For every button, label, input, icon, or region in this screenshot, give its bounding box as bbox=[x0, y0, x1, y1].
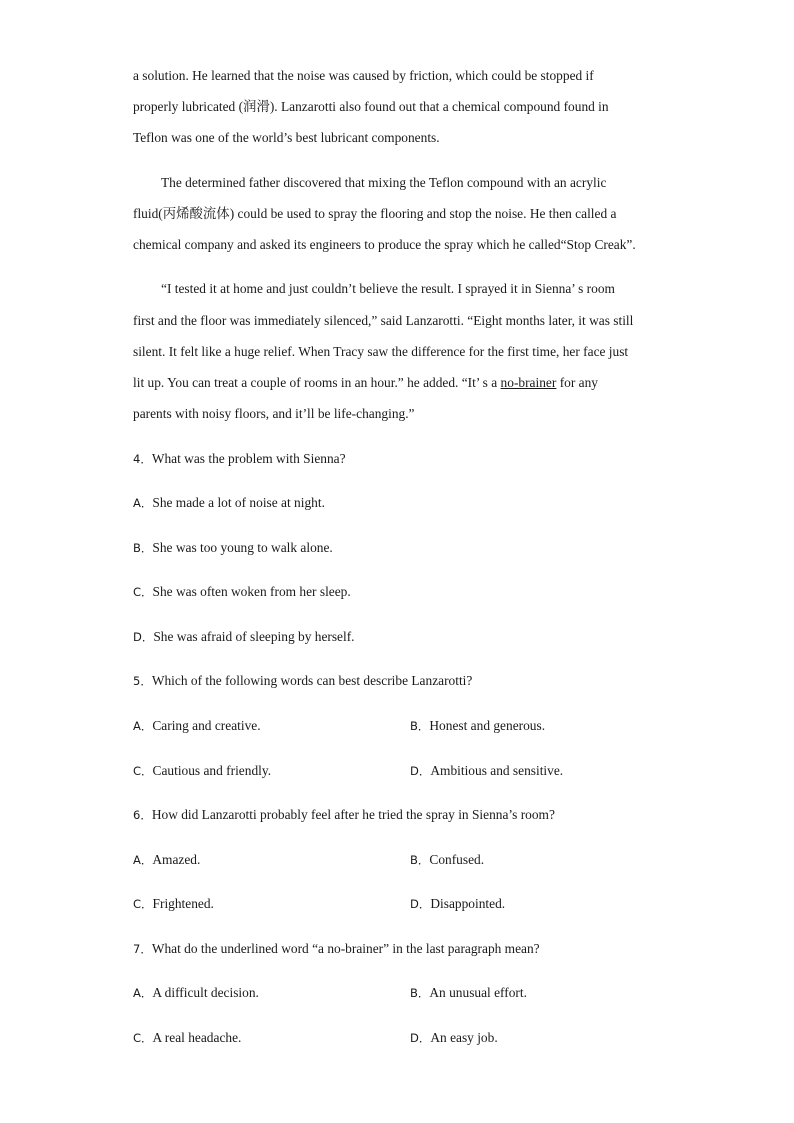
option-label: A． bbox=[133, 496, 153, 510]
option-text: Confused. bbox=[429, 852, 485, 867]
passage-p1-line-3: Teflon was one of the world’s best lubricant components. bbox=[133, 130, 440, 145]
option-label: B． bbox=[133, 541, 153, 555]
option-label: D． bbox=[410, 897, 431, 911]
option-text: Disappointed. bbox=[430, 896, 506, 911]
question-4 bbox=[133, 451, 346, 467]
q6-option-d[interactable] bbox=[410, 896, 505, 912]
q7-option-c[interactable] bbox=[133, 1030, 241, 1046]
question-number: 6． bbox=[133, 808, 152, 822]
q6-option-a[interactable] bbox=[133, 852, 200, 868]
option-label: B． bbox=[410, 853, 430, 867]
passage-p2-line-2: fluid(丙烯酸流体) could be used to spray the flooring and stop the noise. He then called a bbox=[133, 206, 617, 221]
option-label: A． bbox=[133, 853, 153, 867]
option-text: An easy job. bbox=[430, 1030, 498, 1045]
q4-option-a[interactable] bbox=[133, 495, 325, 511]
option-text: Ambitious and sensitive. bbox=[430, 763, 564, 778]
option-text: Cautious and friendly. bbox=[152, 763, 272, 778]
passage-p3-line-3: silent. It felt like a huge relief. When Tracy saw the difference for the first time, her face just bbox=[133, 344, 629, 359]
option-text: She was afraid of sleeping by herself. bbox=[153, 629, 355, 644]
option-label: C． bbox=[133, 897, 153, 911]
q5-option-b[interactable] bbox=[410, 718, 545, 734]
passage-p1-line-1: a solution. He learned that the noise was caused by friction, which could be stopped if bbox=[133, 68, 594, 83]
option-text: A real headache. bbox=[152, 1030, 242, 1045]
option-label: B． bbox=[410, 719, 430, 733]
q5-option-a[interactable] bbox=[133, 718, 261, 734]
option-label: D． bbox=[410, 764, 431, 778]
q5-option-d[interactable] bbox=[410, 763, 563, 779]
q5-option-c[interactable] bbox=[133, 763, 271, 779]
option-label: A． bbox=[133, 719, 153, 733]
q7-option-d[interactable] bbox=[410, 1030, 498, 1046]
underlined-word: no-brainer bbox=[500, 375, 557, 390]
question-number: 7． bbox=[133, 942, 152, 956]
option-label: D． bbox=[410, 1031, 431, 1045]
q7-option-b[interactable] bbox=[410, 985, 527, 1001]
option-text: A difficult decision. bbox=[152, 985, 259, 1000]
passage-p3-line-2: first and the floor was immediately silenced,” said Lanzarotti. “Eight months later, it was still bbox=[133, 313, 634, 328]
question-number: 4． bbox=[133, 452, 152, 466]
q4-option-d[interactable] bbox=[133, 629, 355, 645]
question-6 bbox=[133, 807, 555, 823]
passage-p3-line-5: parents with noisy floors, and it’ll be life-changing.” bbox=[133, 406, 415, 421]
passage-p2-line-3: chemical company and asked its engineers to produce the spray which he called“Stop Creak”. bbox=[133, 237, 636, 252]
passage-p3-line-4-text: lit up. You can treat a couple of rooms in an hour.” he added. “It’ s a bbox=[133, 375, 498, 390]
question-text: How did Lanzarotti probably feel after he tried the spray in Sienna’s room? bbox=[151, 807, 555, 822]
option-text: She made a lot of noise at night. bbox=[152, 495, 325, 510]
option-label: C． bbox=[133, 585, 153, 599]
q6-option-c[interactable] bbox=[133, 896, 214, 912]
question-text: What was the problem with Sienna? bbox=[151, 451, 346, 466]
question-5 bbox=[133, 673, 472, 689]
question-text: What do the underlined word “a no-brainer” in the last paragraph mean? bbox=[151, 941, 540, 956]
option-label: D． bbox=[133, 630, 154, 644]
option-label: A． bbox=[133, 986, 153, 1000]
option-text: An unusual effort. bbox=[429, 985, 527, 1000]
passage-p2-line-1: The determined father discovered that mixing the Teflon compound with an acrylic bbox=[161, 175, 607, 190]
question-text: Which of the following words can best describe Lanzarotti? bbox=[151, 673, 473, 688]
option-text: Honest and generous. bbox=[429, 718, 546, 733]
q4-option-b[interactable] bbox=[133, 540, 333, 556]
option-text: Amazed. bbox=[152, 852, 201, 867]
question-7 bbox=[133, 941, 540, 957]
q4-option-c[interactable] bbox=[133, 584, 351, 600]
q6-option-b[interactable] bbox=[410, 852, 484, 868]
passage-p1-line-2: properly lubricated (润滑). Lanzarotti also found out that a chemical compound found in bbox=[133, 99, 609, 114]
option-text: She was often woken from her sleep. bbox=[152, 584, 351, 599]
option-text: Frightened. bbox=[152, 896, 214, 911]
option-label: C． bbox=[133, 1031, 153, 1045]
passage-p3-line-1: “I tested it at home and just couldn’t believe the result. I sprayed it in Sienna’ s room bbox=[161, 281, 615, 296]
option-label: C． bbox=[133, 764, 153, 778]
passage-p3-line-4 bbox=[133, 375, 598, 391]
passage-p3-line-4-tail: for any bbox=[559, 375, 598, 390]
q7-option-a[interactable] bbox=[133, 985, 259, 1001]
option-text: Caring and creative. bbox=[152, 718, 261, 733]
question-number: 5． bbox=[133, 674, 152, 688]
option-label: B． bbox=[410, 986, 430, 1000]
option-text: She was too young to walk alone. bbox=[152, 540, 333, 555]
